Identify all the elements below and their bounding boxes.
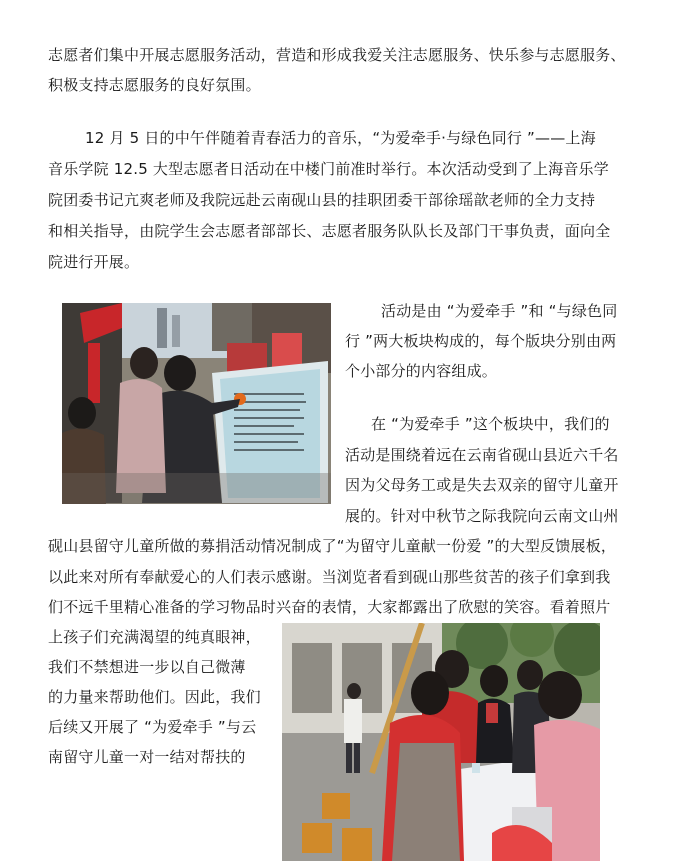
love-line-11: 后续又开展了 “为爱牵手 ”与云 xyxy=(48,718,257,736)
event-line-4: 和相关指导，由院学生会志愿者部部长、志愿者服务队队长及部门干事负责，面向全 xyxy=(48,222,611,240)
sections-line-3: 个小部分的内容组成。 xyxy=(345,362,498,380)
love-line-8: 上孩子们充满渴望的纯真眼神， xyxy=(48,628,261,646)
intro-line-1: 志愿者们集中开展志愿服务活动，营造和形成我爱关注志愿服务、快乐参与志愿服务、 xyxy=(48,46,626,64)
love-line-9: 我们不禁想进一步以自己微薄 xyxy=(48,658,246,676)
sections-line-2: 行 ”两大板块构成的，每个版块分别由两 xyxy=(345,332,617,350)
love-line-6: 以此来对所有奉献爱心的人们表示感谢。当浏览者看到砚山那些贫苦的孩子们拿到我 xyxy=(48,568,611,586)
event-line-2: 音乐学院 12.5 大型志愿者日活动在中楼门前准时举行。本次活动受到了上海音乐学 xyxy=(48,160,609,178)
love-line-3: 因为父母务工或是失去双亲的留守儿童开 xyxy=(345,476,619,494)
love-line-2: 活动是围绕着远在云南省砚山县近六千名 xyxy=(345,446,619,464)
event-line-3: 院团委书记亢爽老师及我院远赴云南砚山县的挂职团委干部徐瑶歆老师的全力支持 xyxy=(48,191,596,209)
intro-line-2: 积极支持志愿服务的良好氛围。 xyxy=(48,76,261,94)
sections-line-1: 活动是由 “为爱牵手 ”和 “与绿色同 xyxy=(381,302,618,320)
love-line-4: 展的。针对中秋节之际我院向云南文山州 xyxy=(345,507,619,525)
photo-display-board-image xyxy=(62,303,331,504)
love-line-5: 砚山县留守儿童所做的募捐活动情况制成了“为留守儿童献一份爱 ”的大型反馈展板， xyxy=(48,537,617,555)
photo-registration-table xyxy=(282,623,600,861)
photo-registration-table-image xyxy=(282,623,600,861)
love-line-7: 们不远千里精心准备的学习物品时兴奋的表情，大家都露出了欣慰的笑容。看着照片 xyxy=(48,598,611,616)
event-line-5: 院进行开展。 xyxy=(48,253,140,271)
event-line-1: 12 月 5 日的中午伴随着青春活力的音乐，“为爱牵手·与绿色同行 ”——上海 xyxy=(85,129,596,147)
love-line-10: 的力量来帮助他们。因此，我们 xyxy=(48,688,261,706)
photo-display-board xyxy=(62,303,331,504)
love-line-12: 南留守儿童一对一结对帮扶的 xyxy=(48,748,246,766)
love-line-1: 在 “为爱牵手 ”这个板块中，我们的 xyxy=(371,415,610,433)
